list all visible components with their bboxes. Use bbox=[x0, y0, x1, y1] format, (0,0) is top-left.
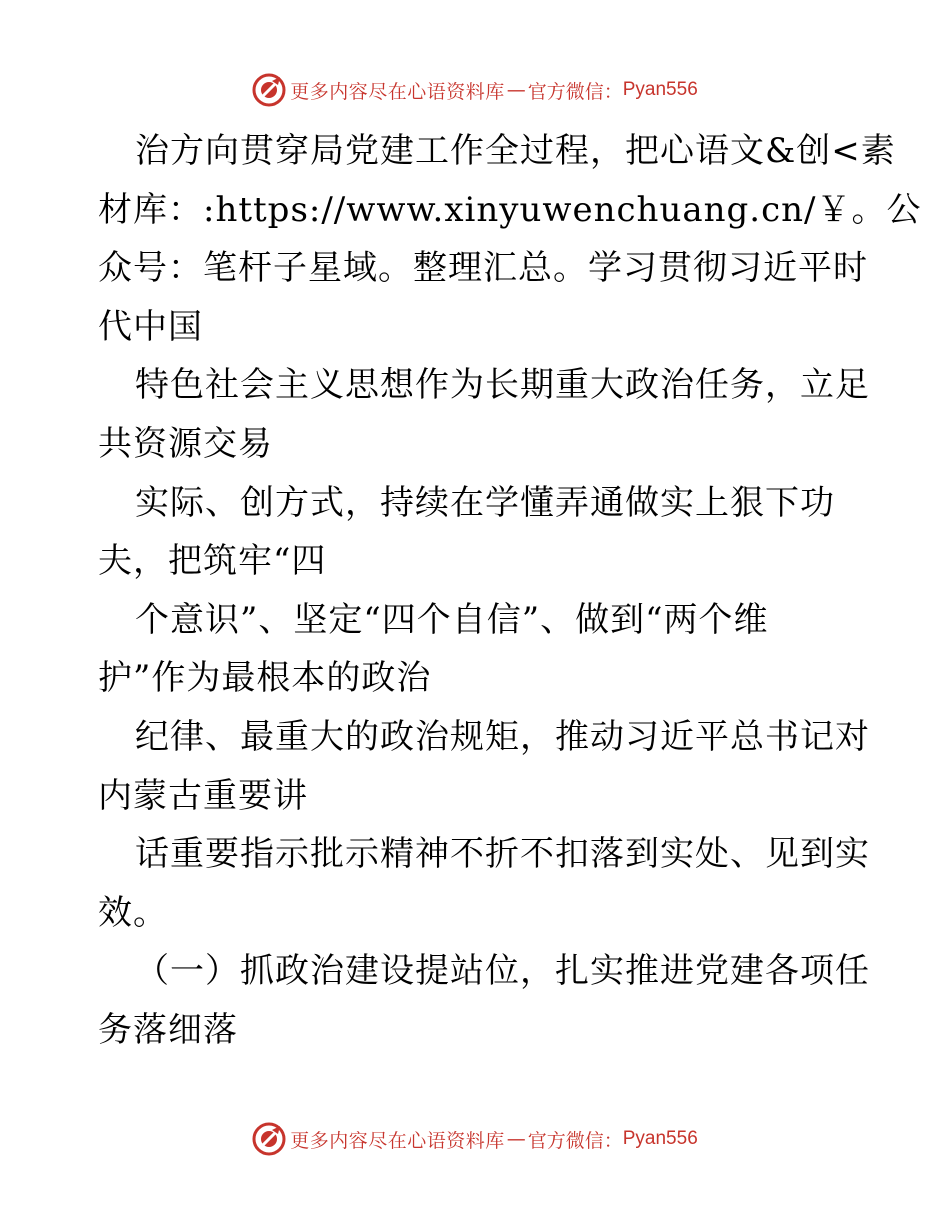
banner-wechat-id: Pyan556 bbox=[622, 79, 698, 100]
text-line: 共资源交易 bbox=[98, 423, 273, 464]
text-line: 众号：笔杆子星域。整理汇总。学习贯彻习近平时 bbox=[98, 248, 868, 289]
red-circular-logo-icon bbox=[252, 73, 286, 107]
text-line: 务落细落 bbox=[98, 1009, 238, 1050]
banner-dash: — bbox=[506, 79, 526, 101]
text-line: 材库：:https://www.xinyuwenchuang.cn/￥。公 bbox=[98, 189, 922, 230]
text-line: 效。 bbox=[98, 892, 168, 933]
text-line: （一）抓政治建设提站位，扎实推进党建各项任 bbox=[135, 951, 870, 992]
text-line: 内蒙古重要讲 bbox=[98, 775, 308, 816]
banner-wechat-id: Pyan556 bbox=[622, 1128, 698, 1149]
text-line: 特色社会主义思想作为长期重大政治任务，立足 bbox=[135, 365, 870, 406]
text-line: 个意识”、坚定“四个自信”、做到“两个维 bbox=[135, 599, 769, 640]
banner-dash: — bbox=[506, 1128, 526, 1150]
header-banner bbox=[0, 70, 950, 110]
banner-title: 更多内容尽在心语资料库 bbox=[290, 1129, 505, 1152]
text-line: 实际、创方式，持续在学懂弄通做实上狠下功 bbox=[135, 482, 835, 523]
text-line: 护”作为最根本的政治 bbox=[98, 658, 432, 699]
red-circular-logo-icon bbox=[252, 1122, 286, 1156]
banner-wechat-label: 官方微信： bbox=[527, 80, 623, 103]
text-line: 话重要指示批示精神不折不扣落到实处、见到实 bbox=[135, 834, 870, 875]
footer-banner bbox=[0, 1119, 950, 1159]
banner-wechat-label: 官方微信： bbox=[527, 1129, 623, 1152]
text-line: 代中国 bbox=[98, 306, 203, 347]
banner-title: 更多内容尽在心语资料库 bbox=[290, 80, 505, 103]
text-line: 纪律、最重大的政治规矩，推动习近平总书记对 bbox=[135, 716, 870, 757]
text-line: 夫，把筑牢“四 bbox=[98, 541, 327, 582]
text-line: 治方向贯穿局党建工作全过程，把心语文&创<素 bbox=[135, 131, 896, 171]
document-body bbox=[98, 122, 922, 1060]
